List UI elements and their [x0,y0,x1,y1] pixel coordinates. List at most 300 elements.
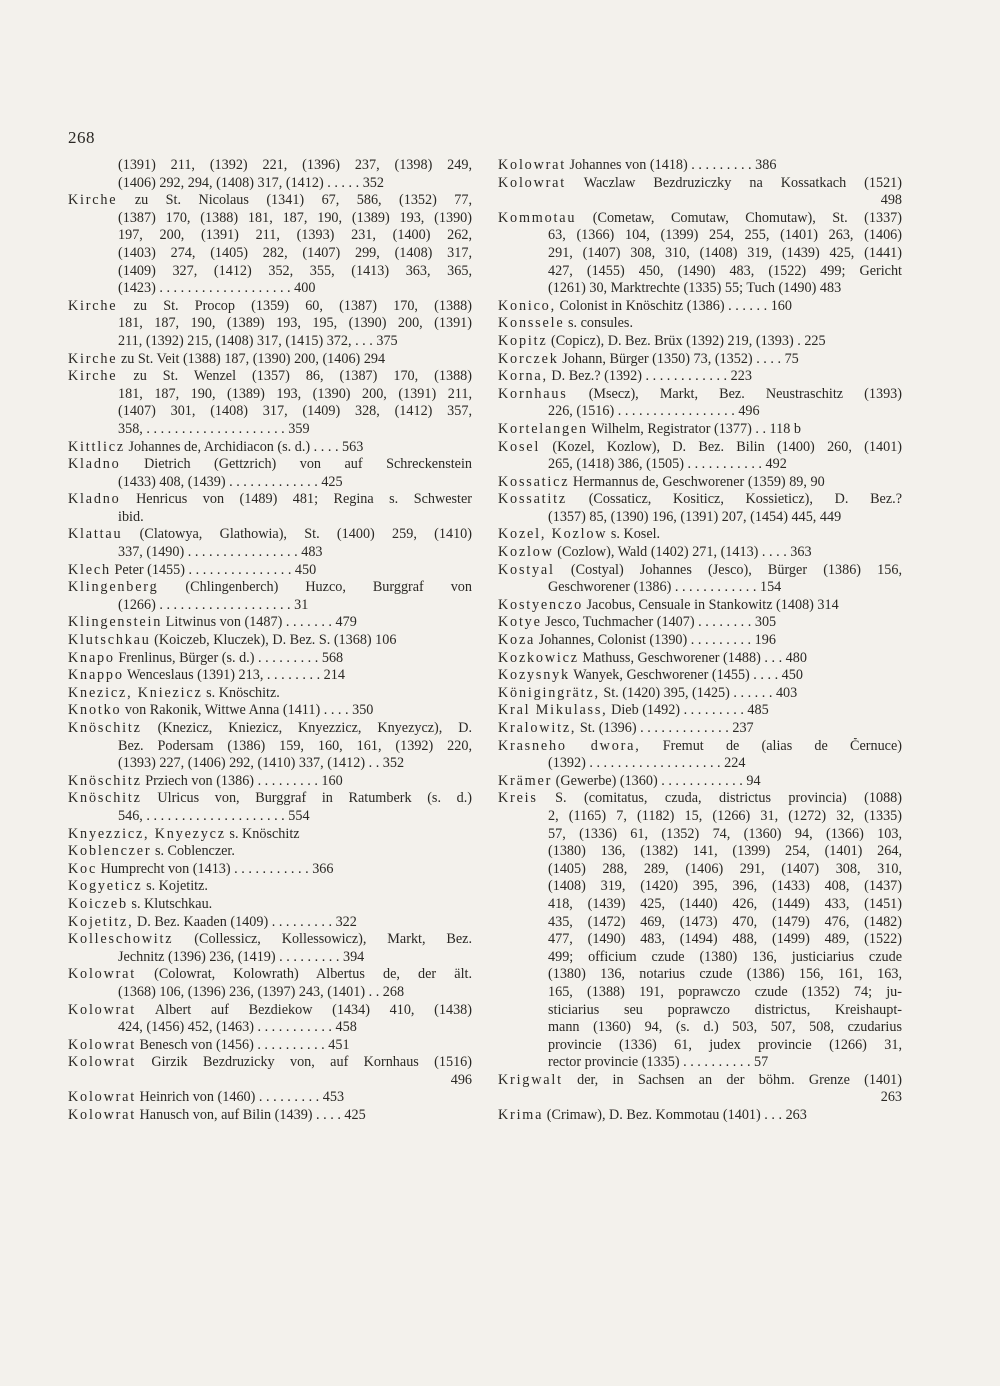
entry-text: (1380) 136, notarius czude (1386) 156, 161, 163, [548,966,902,983]
entry-text: Humprecht von (1413) . . . . . . . . . . . 366 [100,860,334,877]
entry-text: (Koiczeb, Kluczek), D. Bez. S. (1368) 106 [154,632,397,649]
entry-line [498,386,902,404]
entry-headword: Kolowrat [498,157,566,173]
entry-line [68,333,472,351]
entry-text: 546, . . . . . . . . . . . . . . . . . . . . 554 [118,807,310,824]
entry-line [498,509,902,527]
entry-line [498,949,902,967]
entry-text: Jacobus, Censuale in Stankowitz (1408) 314 [586,596,839,613]
entry-text: zu St. Wenzel (1357) 86, (1387) 170, (1388) [133,368,472,385]
entry-text: (1391) 211, (1392) 221, (1396) 237, (1398) 249, [118,157,472,173]
entry-line [68,1054,472,1072]
entry-line [498,931,902,949]
entry-line [68,949,472,967]
entry-line [498,157,902,175]
index-entry [498,298,902,316]
index-entry [68,632,472,650]
entry-text: Dieb (1492) . . . . . . . . . 485 [611,702,769,719]
entry-line [498,1054,902,1072]
entry-line [498,421,902,439]
entry-line [498,474,902,492]
index-entry [498,1107,902,1125]
index-entry [498,526,902,544]
entry-headword: Kolowrat [68,1036,136,1053]
entry-text: (Msecz), Markt, Bez. Neustraschitz (1393) [588,385,902,402]
entry-text: (1406) 292, 294, (1408) 317, (1412) . . . . . 352 [118,174,384,191]
entry-text: 2, (1165) 7, (1182) 15, (1266) 31, (1272) 32, (1335) [548,807,902,824]
entry-line [68,1019,472,1037]
index-entry [68,491,472,526]
entry-line [498,351,902,369]
entry-text: St. (1396) . . . . . . . . . . . . . 237 [579,720,754,736]
entry-headword: Kirche [68,297,118,314]
entry-text: (1392) . . . . . . . . . . . . . . . . . . . 224 [548,755,746,772]
entry-text: s. consules. [567,315,633,332]
entry-headword: Knöschitz [68,720,142,736]
index-entry [68,1107,472,1125]
index-entry [498,614,902,632]
entry-line [498,263,902,281]
entry-headword: Koza [498,632,536,649]
index-entry [68,351,472,369]
entry-text: zu St. Veit (1388) 187, (1390) 200, (1406) 294 [120,350,386,367]
index-entry [498,738,902,773]
entry-text: (1405) 288, 289, (1406) 291, (1407) 308, 310, [548,860,902,877]
entry-text: 165, (1388) 191, poprawczo czude (1352) 74; ju- [548,983,902,1000]
entry-line [68,403,472,421]
index-entry [68,157,472,192]
entry-headword: Koc [68,860,98,877]
entry-line [68,896,472,914]
entry-text: Hermannus de, Geschworener (1359) 89, 90 [572,473,825,490]
entry-line [68,1089,472,1107]
entry-line [498,315,902,333]
entry-headword: Klingenstein [68,614,163,631]
entry-headword: Krima [498,1107,544,1124]
entry-headword: Krasneho dwora, [498,737,641,754]
entry-headword: Kirche [68,192,118,209]
index-entry [498,597,902,615]
index-entry [68,439,472,457]
entry-headword: Kommotau [498,209,577,226]
entry-line [498,1072,902,1090]
entry-line [498,1037,902,1055]
entry-line [498,227,902,245]
entry-text: Hanusch von, auf Bilin (1439) . . . . 425 [139,1107,366,1124]
entry-text: Geschworener (1386) . . . . . . . . . . . . 154 [548,579,782,596]
index-entry [68,966,472,1001]
entry-headword: Korczek [498,350,559,367]
entry-text: Frenlinus, Bürger (s. d.) . . . . . . . . . 568 [118,649,344,666]
entry-text: Albert auf Bezdiekow (1434) 410, (1438) [154,1001,472,1018]
entry-headword: Knappo [68,667,124,684]
entry-headword: Klech [68,561,111,578]
entry-line [68,456,472,474]
entry-line [498,210,902,228]
entry-headword: Kirche [68,368,118,385]
entry-text: Peter (1455) . . . . . . . . . . . . . . . 450 [114,561,317,578]
entry-line [498,914,902,932]
entry-text: s. Coblenczer. [154,843,235,860]
entry-line [498,245,902,263]
index-entry [68,790,472,825]
entry-line [498,1002,902,1020]
index-entry [68,650,472,668]
entry-line [498,526,902,544]
index-entry [498,315,902,333]
entry-text: rector provincie (1335) . . . . . . . . . . 57 [548,1054,769,1071]
entry-headword: Kozel, Kozlow [498,526,608,543]
entry-headword: Korna, [498,368,548,385]
index-entry [498,720,902,738]
entry-text: (1433) 408, (1439) . . . . . . . . . . . . . 425 [118,473,343,490]
entry-text: Heinrich von (1460) . . . . . . . . . 453 [139,1089,345,1106]
entry-line [498,632,902,650]
entry-headword: Kladno [68,456,121,473]
index-entry [68,1054,472,1089]
entry-text: 57, (1336) 61, (1352) 74, (1360) 94, (1366) 103, [548,825,902,842]
entry-headword: Kolowrat [68,966,136,983]
entry-text: 477, (1490) 483, (1494) 488, (1499) 489, (1522) [548,931,902,948]
entry-headword: Klingenberg [68,579,159,596]
entry-line [68,984,472,1002]
index-entry [498,773,902,791]
index-entry [68,878,472,896]
entry-text: zu St. Procop (1359) 60, (1387) 170, (1388) [133,297,472,314]
entry-text: (Crimaw), D. Bez. Kommotau (1401) . . . 263 [546,1107,807,1124]
page-number: 268 [68,128,95,147]
entry-text: Litwinus von (1487) . . . . . . . 479 [165,614,357,631]
index-entry [498,702,902,720]
entry-text: Henricus von (1489) 481; Regina s. Schwester [136,491,472,508]
entry-line [68,931,472,949]
entry-line [68,702,472,720]
entry-line [68,1037,472,1055]
entry-text: (1393) 227, (1406) 292, (1410) 337, (1412) . . 352 [118,755,405,772]
entry-line [68,755,472,773]
entry-page-ref: 496 [450,1071,472,1088]
entry-text: D. Bez.? (1392) . . . . . . . . . . . . 223 [551,368,752,385]
index-entry [68,1037,472,1055]
entry-headword: Kittlicz [68,438,125,455]
index-entry [498,491,902,526]
entry-headword: Koiczeb [68,895,128,912]
index-entry [498,439,902,474]
entry-headword: Kladno [68,491,121,508]
index-entry [68,614,472,632]
index-entry [498,421,902,439]
entry-line [68,245,472,263]
entry-line [68,491,472,509]
index-entry [68,192,472,298]
entry-text: (1387) 170, (1388) 181, 187, 190, (1389) 193, (1390) [118,209,472,226]
entry-line [498,808,902,826]
index-entry [498,790,902,1072]
entry-text: Przіech von (1386) . . . . . . . . . 160 [145,772,343,789]
entry-headword: Krigwalt [498,1071,563,1088]
entry-line [68,509,472,527]
index-entry [498,351,902,369]
entry-line [498,333,902,351]
entry-text: zu St. Nicolaus (1341) 67, 586, (1352) 77, [134,192,472,209]
entry-headword: Kral Mikulass, [498,702,608,719]
entry-headword: Kostyal [498,561,555,578]
entry-line [498,685,902,703]
index-entry [498,562,902,597]
entry-text: Dietrich (Gettzrich) von auf Schreckenstein [144,456,472,473]
entry-headword: Kortelangen [498,420,588,437]
entry-line [498,368,902,386]
entry-text: Jechnitz (1396) 236, (1419) . . . . . . . . . 394 [118,948,365,965]
entry-line [498,702,902,720]
entry-line [68,808,472,826]
entry-headword: Kogyeticz [68,878,143,895]
index-entry [68,861,472,879]
entry-headword: Königingrätz, [498,684,600,701]
index-entry [498,157,902,175]
entry-headword: Krämer [498,772,553,789]
entry-text: (1261) 30, Marktrechte (1335) 55; Tuch (1490) 483 [548,280,842,297]
entry-text: D. Bez. Kaaden (1409) . . . . . . . . . 322 [137,913,357,930]
entry-text: 197, 200, (1391) 211, (1393) 231, (1400) 262, [118,227,472,244]
index-entry [498,650,902,668]
entry-headword: Kossaticz [498,473,570,490]
entry-line [498,1019,902,1037]
index-entry [68,298,472,351]
entry-line [498,175,902,193]
entry-headword: Kotye [498,614,542,631]
entry-line [68,614,472,632]
entry-line [68,210,472,228]
entry-text: Girzik Bezdruzicky von, auf Kornhaus (1516) [151,1054,472,1071]
entry-text: (1266) . . . . . . . . . . . . . . . . . . . 31 [118,596,309,613]
entry-text: sticiarius seu poprawczo districtus, Kreishaupt- [548,1001,902,1018]
index-entry [68,1002,472,1037]
entry-text: (1403) 274, (1405) 282, (1407) 299, (1408) 317, [118,244,472,261]
entry-line [498,439,902,457]
entry-text: Fremut de (alias de Černuce) [662,737,902,754]
entry-line [68,315,472,333]
entry-text: Johannes de, Archidiacon (s. d.) . . . . 563 [128,438,364,455]
entry-headword: Knöschitz [68,790,142,807]
entry-headword: Kreis [498,790,538,807]
entry-line [68,914,472,932]
entry-line [68,544,472,562]
index-entry [498,632,902,650]
entry-line [498,843,902,861]
index-entry [68,896,472,914]
entry-headword: Kozkowicz [498,649,579,666]
entry-text: (1380) 136, (1382) 141, (1399) 254, (1401) 264, [548,843,902,860]
entry-headword: Kozysnyk [498,667,570,684]
index-entry [68,826,472,844]
entry-text: Waczlaw Bezdruziczky na Kossatkach (1521) [583,174,902,191]
entry-line [498,579,902,597]
entry-headword: Kossatitz [498,491,568,508]
entry-headword: Kolowrat [68,1001,136,1018]
entry-text: s. Knöschitz. [206,684,280,701]
entry-text: (Kozel, Kozlow), D. Bez. Bilin (1400) 260, (1401) [552,438,902,455]
entry-line [68,474,472,492]
index-entry [68,685,472,703]
entry-line [68,720,472,738]
index-entry [68,702,472,720]
entry-text: provincie (1336) 61, judex provincie (1266) 31, [548,1036,902,1053]
entry-headword: Kojetitz, [68,913,134,930]
entry-line [68,368,472,386]
entry-headword: Knezicz, Kniezicz [68,684,203,701]
entry-text: (1409) 327, (1412) 352, 355, (1413) 363, 365, [118,262,472,279]
entry-line [68,175,472,193]
index-entry [498,544,902,562]
entry-text: (Clatowya, Glathowia), St. (1400) 259, (1410) [139,526,472,543]
entry-line [68,280,472,298]
entry-text: (1408) 319, (1420) 395, 396, (1433) 408, (1437) [548,878,902,895]
entry-line [498,773,902,791]
index-entry [498,210,902,298]
entry-line [498,861,902,879]
entry-line [68,1107,472,1125]
entry-page-ref: 498 [880,192,902,209]
entry-line [498,755,902,773]
entry-line [68,192,472,210]
entry-text: 181, 187, 190, (1389) 193, (1390) 200, (1391) 211, [118,385,472,402]
index-entry [68,667,472,685]
entry-line [498,544,902,562]
entry-text: 427, (1455) 450, (1490) 483, (1522) 499; Gericht [548,262,902,279]
index-entry [498,368,902,386]
entry-line [498,826,902,844]
entry-text: (Cossaticz, Kositicz, Kossieticz), D. Bez.? [588,491,902,508]
entry-line [68,667,472,685]
entry-text: Colonist in Knöschitz (1386) . . . . . . 160 [559,297,792,314]
entry-line [68,773,472,791]
index-entry [68,914,472,932]
entry-line [498,614,902,632]
entry-text: 226, (1516) . . . . . . . . . . . . . . . . . 496 [548,403,760,420]
entry-text: Wanyek, Geschworener (1455) . . . . 450 [573,667,803,684]
entry-text: 63, (1366) 104, (1399) 254, 255, (1401) 263, (1406) [548,227,902,244]
entry-headword: Kopitz [498,332,548,349]
entry-text: (Gewerbe) (1360) . . . . . . . . . . . . 94 [555,772,761,789]
entry-text: 211, (1392) 215, (1408) 317, (1415) 372, . . . 375 [118,332,398,349]
entry-line [68,790,472,808]
entry-text: Johannes, Colonist (1390) . . . . . . . . . 196 [538,632,776,649]
entry-headword: Konico, [498,297,556,314]
entry-line [68,966,472,984]
entry-line [498,738,902,756]
entry-text: Wilhelm, Registrator (1377) . . 118 b [591,420,801,437]
index-entry [68,579,472,614]
entry-line [68,227,472,245]
entry-headword: Knöschitz [68,772,142,789]
entry-line [498,878,902,896]
entry-line [68,579,472,597]
entry-text: Mathuss, Geschworener (1488) . . . 480 [582,649,807,666]
entry-text: (Cozlow), Wald (1402) 271, (1413) . . . . 363 [557,544,812,561]
index-entry [498,685,902,703]
entry-line [68,650,472,668]
entry-text: (Copicz), D. Bez. Brüx (1392) 219, (1393) . 225 [550,332,826,349]
index-entry [68,843,472,861]
entry-text: s. Kojetitz. [146,878,208,895]
index-entry [68,526,472,561]
entry-line [498,491,902,509]
entry-line [498,896,902,914]
index-entry [68,773,472,791]
entry-headword: Kornhaus [498,385,568,402]
entry-text: ibid. [118,508,144,525]
entry-text: (Knezicz, Kniezicz, Knyezzicz, Knyezycz), D. [157,720,472,736]
entry-text: Johann, Bürger (1350) 73, (1352) . . . . 75 [562,350,799,367]
index-entry [68,720,472,773]
entry-line [68,263,472,281]
entry-line [498,280,902,298]
entry-text: S. (comitatus, czuda, districtus provincia) (1088) [555,790,902,807]
entry-line [498,720,902,738]
entry-line [68,861,472,879]
entry-line [498,667,902,685]
entry-text: (1407) 301, (1408) 317, (1409) 328, (1412) 357, [118,403,472,420]
entry-line [498,456,902,474]
index-entry [498,333,902,351]
entry-line [498,1107,902,1125]
entry-line [498,403,902,421]
entry-line [68,843,472,861]
entry-text: Bez. Podersam (1386) 159, 160, 161, (1392) 220, [118,737,472,754]
entry-text: 181, 187, 190, (1389) 193, 195, (1390) 200, (1391) [118,315,472,332]
entry-headword: Klutschkau [68,632,151,649]
entry-headword: Klattau [68,526,123,543]
entry-text: Ulricus von, Burggraf in Ratumberk (s. d.) [157,790,472,807]
entry-headword: Koblenczer [68,843,152,860]
index-entry [498,386,902,421]
entry-line [68,878,472,896]
entry-line [68,439,472,457]
entry-headword: Kozlow [498,544,554,561]
entry-text: s. Klutschkau. [131,895,213,912]
entry-line [68,826,472,844]
entry-headword: Kolowrat [68,1089,136,1106]
entry-line [68,685,472,703]
entry-headword: Kolowrat [68,1054,136,1071]
index-entry [498,474,902,492]
entry-text: (1423) . . . . . . . . . . . . . . . . . . . 400 [118,280,316,297]
index-entry [68,368,472,438]
entry-headword: Kralowitz, [498,720,577,736]
entry-text: Benesch von (1456) . . . . . . . . . . 451 [139,1036,350,1053]
entry-headword: Kostyenczo [498,596,583,613]
entry-text: (1357) 85, (1390) 196, (1391) 207, (1454) 445, 449 [548,508,842,525]
index-entry [498,667,902,685]
entry-headword: Knapo [68,649,115,666]
entry-page-ref: 263 [880,1089,902,1106]
entry-text: s. Kosel. [610,526,661,543]
entry-line [498,597,902,615]
entry-line [68,597,472,615]
entry-headword: Knyezzicz, Knyezycz [68,825,226,842]
left-column [68,157,472,1125]
entry-headword: Kolowrat [498,174,566,191]
entry-text: 424, (1456) 452, (1463) . . . . . . . . . . . 458 [118,1019,357,1036]
index-entry [68,456,472,491]
entry-text: (Chlingenberch) Huzco, Burggraf von [185,579,472,596]
entry-text: 291, (1407) 308, 310, (1408) 319, (1439) 425, (1441) [548,244,902,261]
entry-text: 435, (1472) 469, (1473) 470, (1479) 476, (1482) [548,913,902,930]
entry-line [498,298,902,316]
entry-text: Jesco, Tuchmacher (1407) . . . . . . . . 305 [545,614,777,631]
entry-text: 499; officium czude (1380) 136, justiciarius czude [548,948,902,965]
